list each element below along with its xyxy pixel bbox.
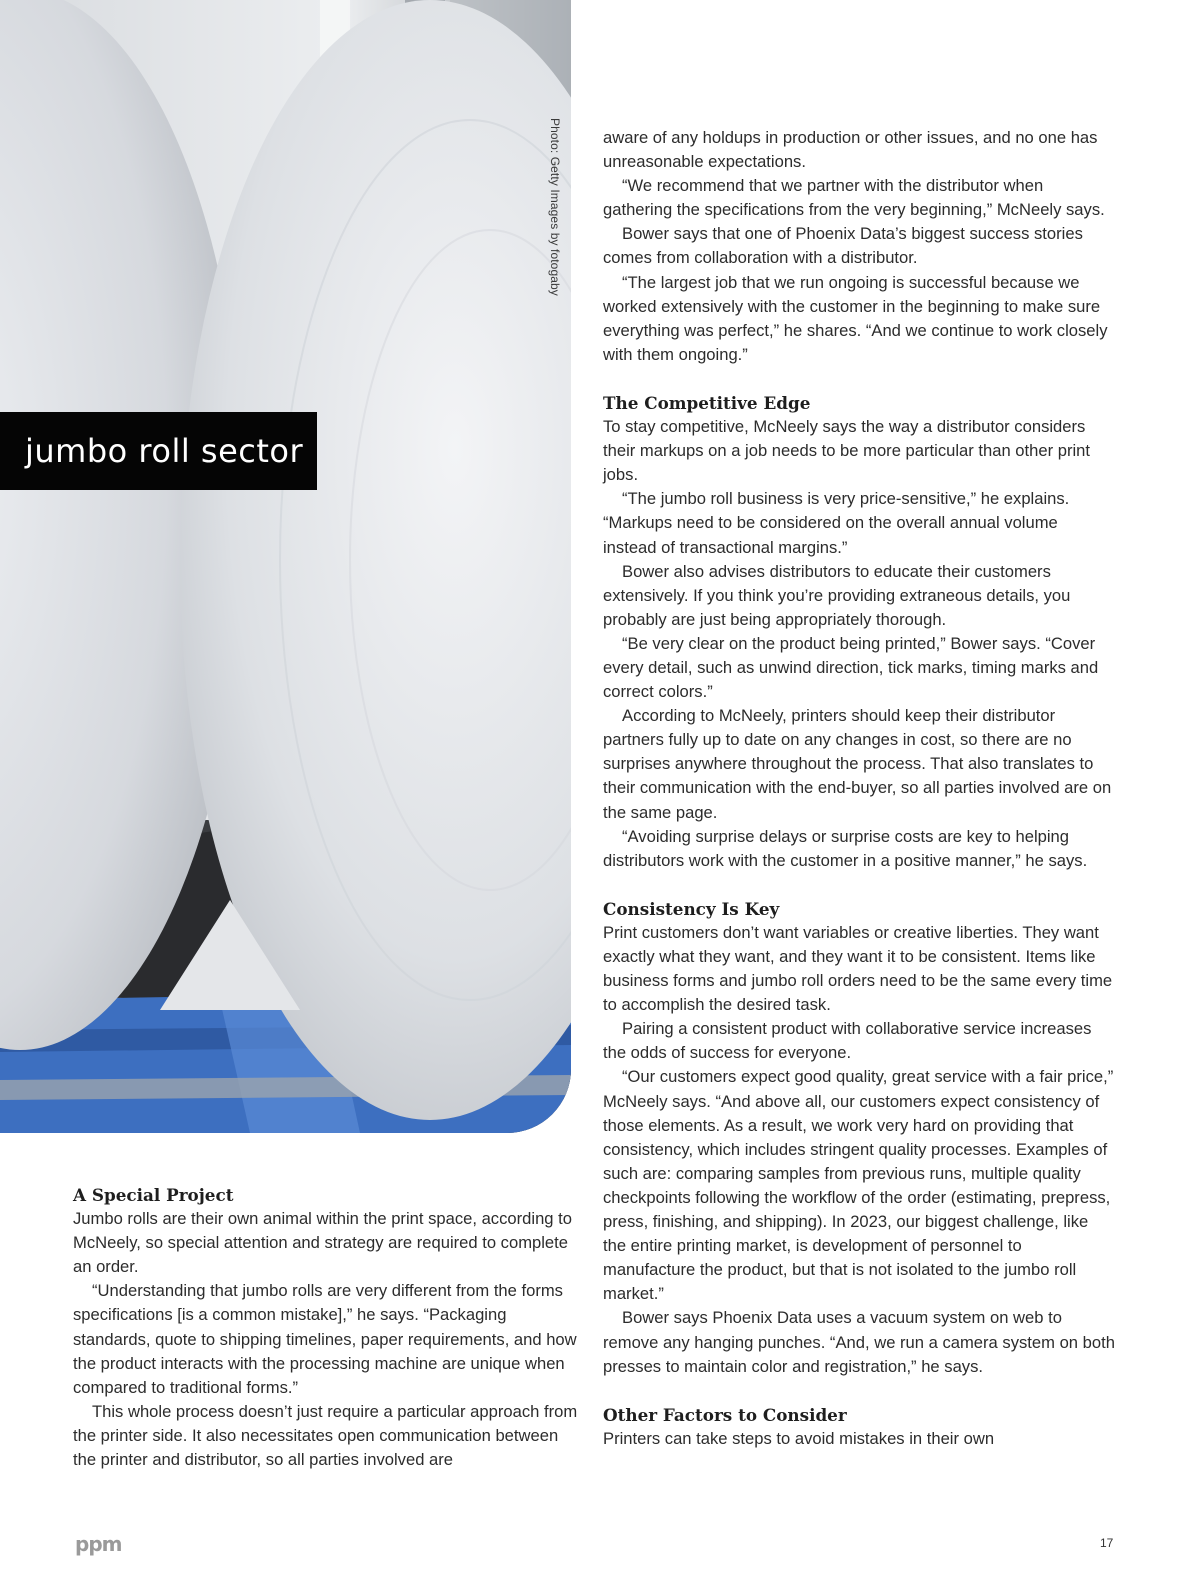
paragraph: “Our customers expect good quality, great service with a fair price,” McNeely says. “And above all, our customers expect consistency of those elements. As a result, we work very hard on providing that consistency, which includes stringent quality processes. Examples of such are: comparing samples from previous runs, multiple quality checkpoints following the workflow of the order (estimating, prepress, press, finishing, and shipping). In 2023, our biggest challenge, like the entire printing market, is development of personnel to manufacture the product, but that is not isolated to the jumbo roll market.” (603, 1067, 1114, 1304)
section-heading: Other Factors to Consider (603, 1404, 847, 1425)
paper-rolls-illustration (0, 0, 571, 1133)
paragraph: “The jumbo roll business is very price-sensitive,” he explains. “Markups need to be considered on the overall annual volume instead of transactional margins.” (603, 489, 1070, 557)
page-number: 17 (1100, 1536, 1114, 1550)
section-heading: The Competitive Edge (603, 392, 811, 413)
paragraph: Printers can take steps to avoid mistakes in their own (603, 1428, 995, 1448)
paragraph: “The largest job that we run ongoing is successful because we worked extensively with the customer in the beginning to make sure everything was perfect,” he shares. “And we continue to work closely with them ongoing.” (603, 272, 1108, 364)
paragraph: aware of any holdups in production or other issues, and no one has unreasonable expectations. (603, 128, 1098, 172)
paragraph: Print customers don’t want variables or creative liberties. They want exactly what they want, and they want it to be consistent. Items like business forms and jumbo roll orders need to be the same every time to accomplish the desired task. (603, 922, 1113, 1015)
paragraph: According to McNeely, printers should keep their distributor partners fully up to date on any changes in cost, so there are no surprises anywhere throughout the process. That also translates to their communication with the end-buyer, so all parties involved are on the same page. (603, 706, 1112, 822)
section-heading: Consistency Is Key (603, 898, 780, 919)
paragraph: Bower says that one of Phoenix Data’s biggest success stories comes from collaboration with a distributor. (603, 224, 1083, 268)
section-heading: A Special Project (73, 1185, 234, 1205)
paragraph: Jumbo rolls are their own animal within the print space, according to McNeely, so special attention and strategy are required to complete an order. (73, 1209, 572, 1277)
paragraph: “Understanding that jumbo rolls are very different from the forms specifications [is a common mistake],” he says. “Packaging standards, quote to shipping timelines, paper requirements, and how the product interacts with the processing machine are unique when compared to traditional forms.” (73, 1281, 577, 1397)
paper-rolls-photo (0, 0, 571, 1133)
paragraph: This whole process doesn’t just require a particular approach from the printer side. It also necessitates open communication between the printer and distributor, so all parties involved are (73, 1401, 578, 1470)
ppm-logo: ppm (75, 1532, 122, 1556)
paragraph: Pairing a consistent product with collaborative service increases the odds of success for everyone. (603, 1019, 1092, 1063)
left-column (73, 1183, 581, 1472)
right-column (603, 126, 1115, 1451)
paragraph: To stay competitive, McNeely says the way a distributor considers their markups on a job needs to be more particular than other print jobs. (603, 417, 1091, 485)
paragraph: Bower says Phoenix Data uses a vacuum system on web to remove any hanging punches. “And, we run a camera system on both presses to maintain color and registration,” he says. (603, 1308, 1115, 1376)
paragraph: “Be very clear on the product being printed,” Bower says. “Cover every detail, such as unwind direction, tick marks, timing marks and correct colors.” (603, 633, 1099, 702)
photo-credit: Photo: Getty Images by fotogaby (548, 118, 562, 296)
paragraph: Bower also advises distributors to educate their customers extensively. If you think you’re providing extraneous details, you probably are just being appropriately thorough. (603, 561, 1071, 629)
section-label: jumbo roll sector (0, 412, 317, 490)
paragraph: “Avoiding surprise delays or surprise costs are key to helping distributors work with the customer in a positive manner,” he says. (603, 826, 1088, 870)
paragraph: “We recommend that we partner with the distributor when gathering the specifications from the very beginning,” McNeely says. (603, 176, 1105, 220)
